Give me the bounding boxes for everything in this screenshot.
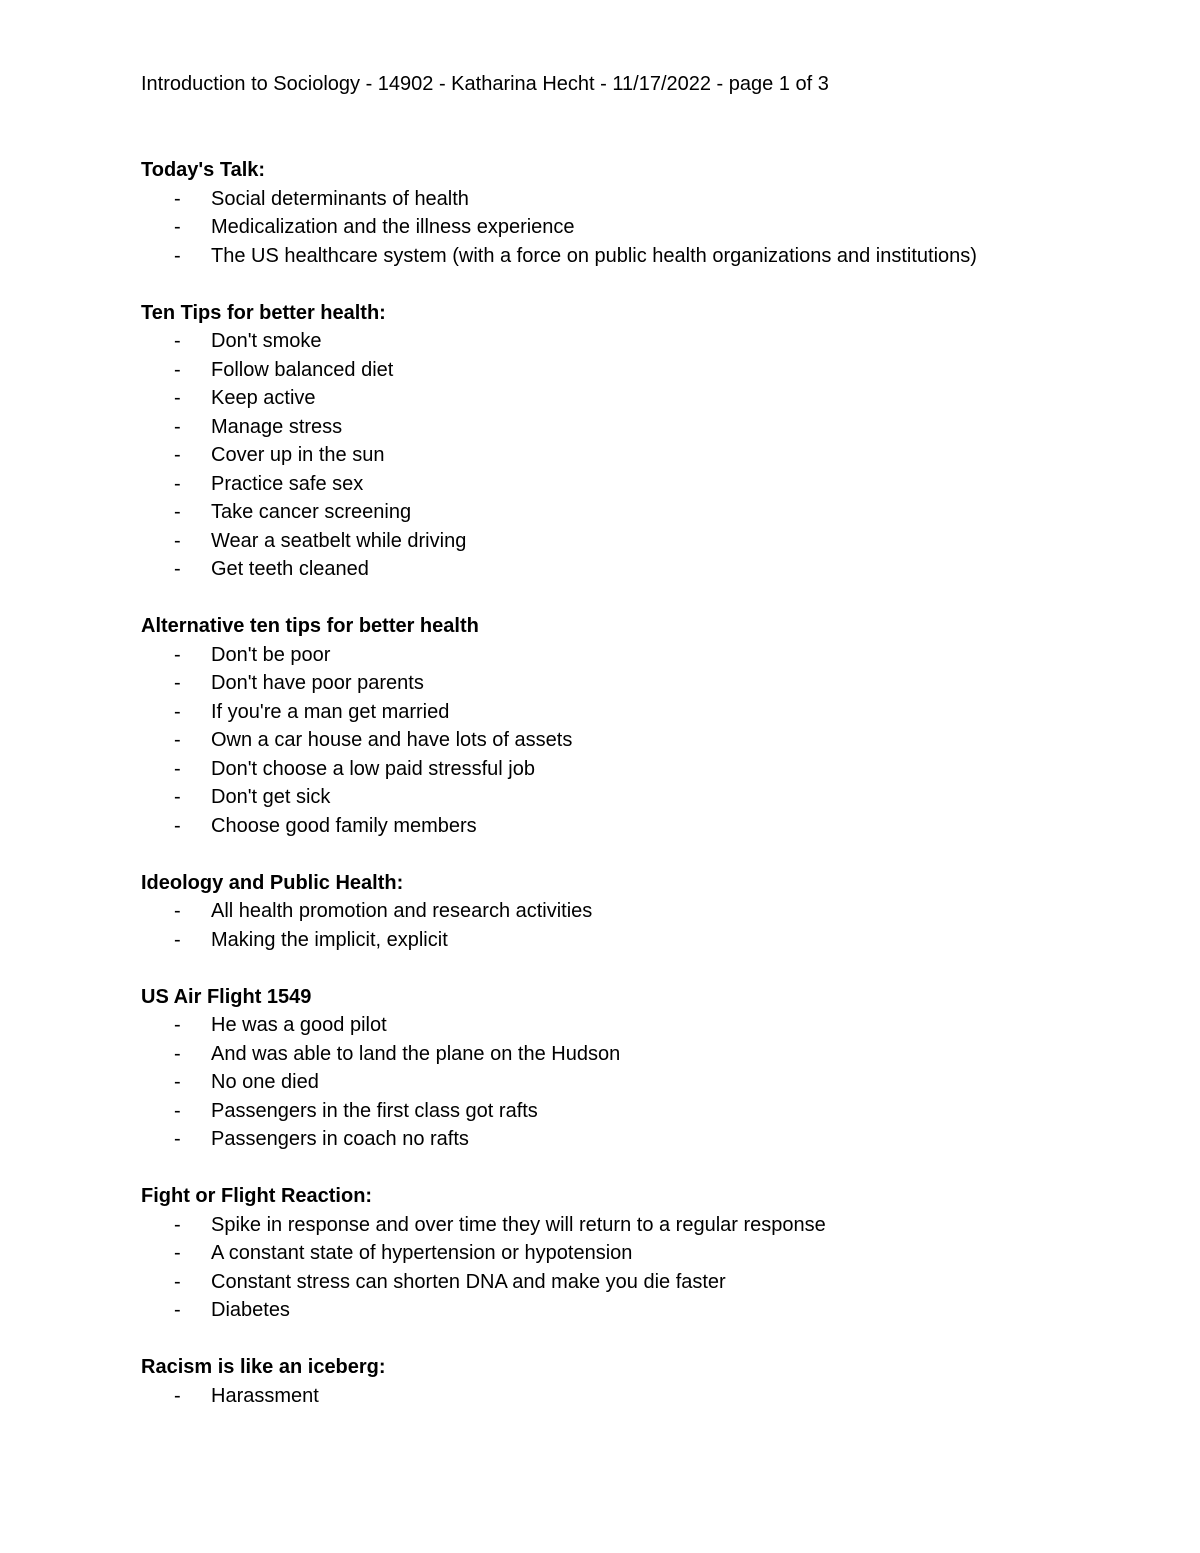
list-item: [141, 726, 1141, 755]
bullet-dash: -: [174, 1042, 181, 1065]
bullet-list: [141, 897, 1141, 954]
bullet-list: [141, 1011, 1141, 1154]
list-item-text: Practice safe sex: [211, 472, 364, 495]
list-item: [141, 185, 1141, 214]
bullet-dash: -: [174, 643, 181, 666]
bullet-list: [141, 185, 1141, 271]
list-item: [141, 1211, 1141, 1240]
list-item-text: Harassment: [211, 1384, 319, 1407]
list-item: [141, 1125, 1141, 1154]
bullet-dash: -: [174, 358, 181, 381]
list-item: [141, 783, 1141, 812]
list-item: [141, 669, 1141, 698]
list-item: [141, 242, 1141, 271]
list-item: [141, 1068, 1141, 1097]
bullet-dash: -: [174, 330, 181, 352]
list-item: [141, 897, 1141, 926]
bullet-dash: -: [174, 1071, 181, 1093]
notes-section: [141, 156, 1141, 270]
bullet-list: [141, 1382, 1141, 1411]
bullet-dash: -: [174, 216, 181, 238]
list-item: [141, 1239, 1141, 1268]
list-item: [141, 384, 1141, 413]
section-heading: US Air Flight 1549: [141, 985, 312, 1008]
list-item-text: Manage stress: [211, 415, 343, 438]
list-item: [141, 327, 1141, 356]
bullet-dash: -: [174, 529, 181, 552]
bullet-dash: -: [174, 387, 181, 409]
list-item-text: Social determinants of health: [211, 187, 469, 210]
list-item-text: Don't get sick: [211, 786, 331, 808]
list-item-text: Own a car house and have lots of assets: [211, 729, 573, 751]
bullet-dash: -: [174, 244, 181, 267]
notes-section: [141, 612, 1141, 840]
section-heading: Ten Tips for better health:: [141, 301, 386, 324]
notes-content: [141, 156, 1141, 1439]
bullet-dash: -: [174, 672, 181, 694]
bullet-dash: -: [174, 1128, 181, 1150]
bullet-dash: -: [174, 729, 181, 751]
list-item-text: Constant stress can shorten DNA and make you die faster: [211, 1270, 726, 1293]
bullet-dash: -: [174, 1014, 181, 1036]
bullet-dash: -: [174, 1270, 181, 1293]
bullet-dash: -: [174, 786, 181, 808]
bullet-dash: -: [174, 1299, 181, 1321]
list-item: [141, 1268, 1141, 1297]
notes-section: [141, 983, 1141, 1154]
list-item-text: Take cancer screening: [211, 501, 412, 523]
bullet-dash: -: [174, 757, 181, 780]
bullet-dash: -: [174, 415, 181, 438]
list-item-text: And was able to land the plane on the Hudson: [211, 1042, 621, 1065]
notes-section: [141, 1182, 1141, 1325]
list-item: [141, 698, 1141, 727]
bullet-dash: -: [174, 1242, 181, 1264]
list-item-text: Passengers in coach no rafts: [211, 1128, 469, 1150]
section-heading: Alternative ten tips for better health: [141, 615, 479, 637]
list-item: [141, 812, 1141, 841]
list-item: [141, 470, 1141, 499]
list-item-text: A constant state of hypertension or hypotension: [211, 1242, 633, 1264]
list-item-text: Spike in response and over time they will return to a regular response: [211, 1213, 826, 1236]
notes-section: [141, 1353, 1141, 1410]
notes-section: [141, 869, 1141, 955]
list-item-text: Passengers in the first class got rafts: [211, 1099, 538, 1122]
list-item-text: Don't be poor: [211, 643, 331, 666]
list-item: [141, 1097, 1141, 1126]
list-item-text: All health promotion and research activities: [211, 900, 593, 922]
bullet-dash: -: [174, 444, 181, 466]
bullet-dash: -: [174, 558, 181, 580]
bullet-dash: -: [174, 472, 181, 495]
section-heading: Ideology and Public Health:: [141, 871, 404, 894]
bullet-dash: -: [174, 900, 181, 922]
list-item: [141, 1382, 1141, 1411]
list-item-text: Making the implicit, explicit: [211, 928, 448, 951]
list-item: [141, 641, 1141, 670]
list-item: [141, 755, 1141, 784]
list-item: [141, 527, 1141, 556]
bullet-dash: -: [174, 1384, 181, 1407]
section-heading: Today's Talk:: [141, 159, 266, 181]
list-item-text: Wear a seatbelt while driving: [211, 529, 467, 552]
bullet-dash: -: [174, 928, 181, 951]
list-item: [141, 1040, 1141, 1069]
list-item: [141, 356, 1141, 385]
bullet-dash: -: [174, 1213, 181, 1236]
list-item-text: Follow balanced diet: [211, 358, 394, 381]
list-item-text: Don't choose a low paid stressful job: [211, 757, 535, 780]
section-heading: Racism is like an iceberg:: [141, 1356, 386, 1378]
list-item: [141, 413, 1141, 442]
list-item-text: The US healthcare system (with a force on public health organizations and institutions): [211, 244, 977, 267]
bullet-dash: -: [174, 187, 181, 210]
list-item-text: No one died: [211, 1071, 319, 1093]
list-item-text: Choose good family members: [211, 814, 477, 837]
list-item-text: Diabetes: [211, 1299, 290, 1321]
list-item: [141, 441, 1141, 470]
list-item-text: Medicalization and the illness experience: [211, 216, 575, 238]
bullet-dash: -: [174, 501, 181, 523]
list-item-text: Don't smoke: [211, 330, 322, 352]
bullet-list: [141, 641, 1141, 841]
list-item: [141, 498, 1141, 527]
list-item: [141, 555, 1141, 584]
page-header: Introduction to Sociology - 14902 - Katharina Hecht - 11/17/2022 - page 1 of 3: [141, 73, 829, 95]
list-item-text: He was a good pilot: [211, 1014, 387, 1036]
list-item: [141, 1296, 1141, 1325]
section-heading: Fight or Flight Reaction:: [141, 1185, 373, 1207]
bullet-dash: -: [174, 814, 181, 837]
list-item-text: If you're a man get married: [211, 700, 450, 723]
list-item-text: Cover up in the sun: [211, 444, 385, 466]
bullet-dash: -: [174, 1099, 181, 1122]
list-item-text: Get teeth cleaned: [211, 558, 369, 580]
notes-section: [141, 299, 1141, 584]
bullet-dash: -: [174, 700, 181, 723]
bullet-list: [141, 1211, 1141, 1325]
list-item-text: Keep active: [211, 387, 316, 409]
list-item: [141, 213, 1141, 242]
list-item: [141, 1011, 1141, 1040]
list-item: [141, 926, 1141, 955]
list-item-text: Don't have poor parents: [211, 672, 424, 694]
bullet-list: [141, 327, 1141, 584]
